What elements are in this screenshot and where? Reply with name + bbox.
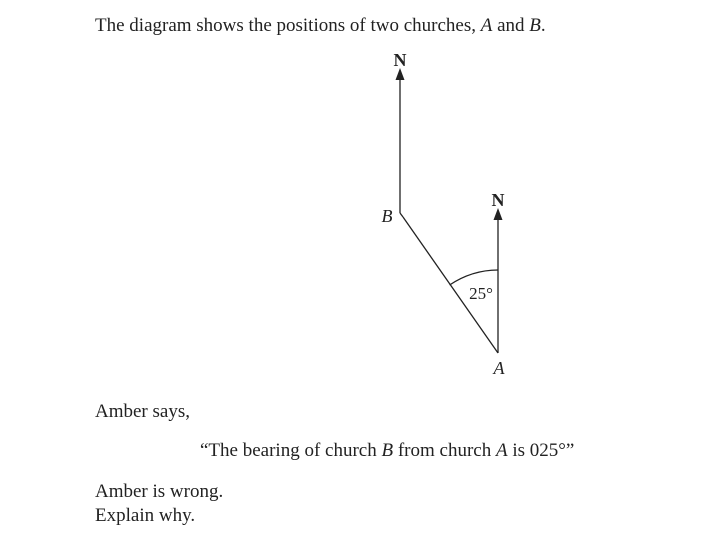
intro-part: . (540, 15, 546, 36)
quote-part: is 025°” (507, 440, 575, 461)
point-label-b: B (381, 206, 393, 226)
bend-at-b (400, 213, 403, 217)
quote-church-b: B (381, 440, 394, 461)
north-label-b: N (393, 50, 407, 70)
quote-church-a: A (495, 440, 508, 461)
point-label-a: A (493, 358, 505, 378)
statement-text: Amber is wrong. (95, 481, 224, 502)
amber-says-text: Amber says, (95, 401, 190, 422)
quote-part: from church (393, 440, 496, 461)
north-label-a: N (491, 190, 505, 210)
angle-label: 25° (469, 284, 493, 303)
intro-part: The diagram shows the positions of two churches, (95, 15, 481, 36)
prompt-text: Explain why. (95, 505, 196, 526)
intro-part: and (492, 15, 530, 36)
intro-church-a: A (480, 15, 493, 36)
intro-church-b: B (529, 15, 541, 36)
angle-arc (450, 270, 498, 285)
quote-part: “The bearing of church (200, 440, 382, 461)
amber-quote (200, 439, 574, 462)
